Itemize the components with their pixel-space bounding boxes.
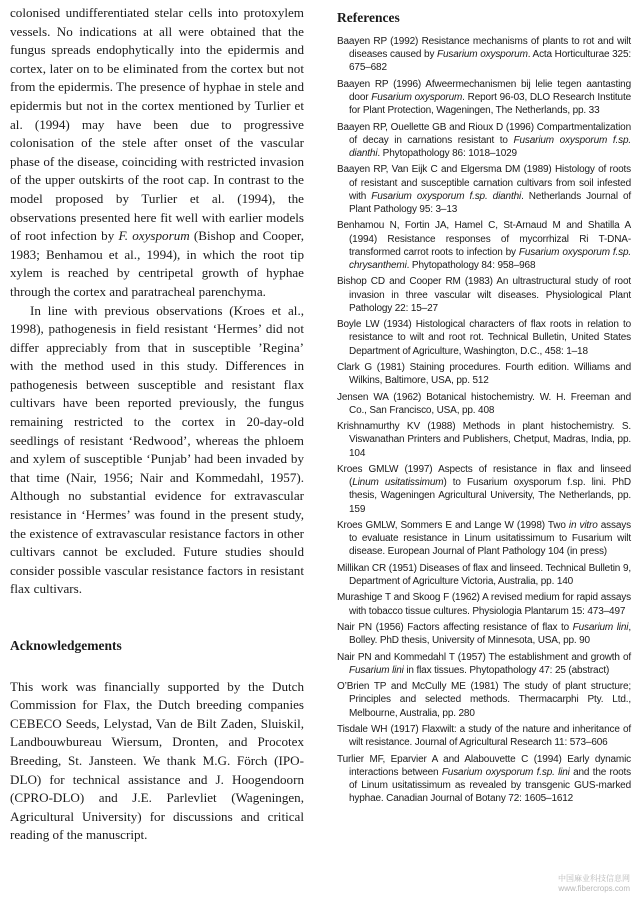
reference-italic-text: Fusarium oxysporum (371, 92, 463, 103)
reference-italic-text: Fusarium oxysporum f.sp. dianthi (371, 190, 522, 202)
reference-text: O’Brien TP and McCully ME (1981) The study of plant structure; Principles and selected methods. Thermacarphi Pty. Ltd., Melbourne, Australia, pp. 280 (337, 681, 631, 719)
reference-text: ) to Fusarium oxysporum f.sp. lini. PhD thesis, Wageningen Agricultural University, The Netherlands, pp. 159 (349, 477, 631, 515)
reference-item (337, 163, 631, 216)
reference-italic-text: Fusarium oxysporum f.sp. dianthi (349, 134, 632, 159)
body-paragraph-2: In line with previous observations (Kroes et al., 1998), pathogenesis in field resistant ‘Hermes’ did not differ appreciably from that in susceptible ’Regina’ with the method used in this study. Differences in pathogenesis between susceptible and resistant flax cultivars have been reported previously, the fungus remaining restricted to the cortex in 20-day-old seedlings of resistant ‘Redwood’, whereas the phloem and xylem of susceptible ‘Punjab’ had been invaded by that time (Nair, 1956; Nair and Kommedahl, 1957). Although no substantial evidence for extravascular resistance in ‘Hermes’ was found in the present study, the existence of extravascular resistance factors in other cultivars cannot be excluded. Future studies should consider possible vascular resistance factors in resistant flax cultivars. (10, 302, 304, 597)
reference-text: Nair PN (1956) Factors affecting resistance of flax to (337, 621, 573, 633)
reference-item (337, 680, 631, 720)
reference-item (337, 651, 631, 677)
reference-text: assays to evaluate resistance in Linum usitatissimum to Fusarium wilt disease. European Journal of Plant Pathology 104 (in press) (349, 519, 631, 558)
reference-text: Murashige T and Skoog F (1962) A revised medium for rapid assays with tobacco tissue cultures. Physiologia Plantarum 15: 473–497 (337, 592, 631, 617)
reference-text: Baayen RP, Van Eijk C and Elgersma DM (1989) Histology of roots of resistant and susceptible carnation cultivars from soil infested with (337, 164, 631, 202)
reference-text: Bishop CD and Cooper RM (1983) An ultrastructural study of root invasion in three vascular wilt diseases. Physiological Plant Pathology 22: 15–27 (337, 276, 631, 314)
reference-item (337, 519, 631, 559)
reference-text: . Acta Horticulturae 325: 675–682 (349, 49, 631, 74)
reference-text: Krishnamurthy KV (1988) Methods in plant histochemistry. S. Viswanathan Printers and Publishers, Chetput, Madras, India, pp. 104 (337, 421, 631, 459)
reference-item (337, 420, 631, 460)
reference-text: . Report 96-03, DLO Research Institute for Plant Protection, Wageningen, The Netherlands, pp. 33 (349, 92, 632, 117)
reference-text: Benhamou N, Fortin JA, Hamel C, St-Arnaud M and Shatilla A (1994) Resistance responses of mycorrhizal Ri T-DNA-transformed carrot roots to infection by (337, 220, 631, 258)
acknowledgements-heading: Acknowledgements (10, 638, 122, 653)
reference-italic-text: Fusarium lini (572, 621, 629, 633)
reference-item (337, 219, 631, 272)
reference-item (337, 35, 631, 75)
reference-text: Millikan CR (1951) Diseases of flax and linseed. Technical Bulletin 9, Department of Agriculture Victoria, Australia, pp. 140 (337, 562, 631, 587)
reference-italic-text: in vitro (568, 519, 598, 531)
reference-text: Kroes GMLW (1997) Aspects of resistance in flax and linseed ( (337, 463, 631, 489)
reference-text: . Phytopathology 84: 958–968 (406, 260, 536, 271)
acknowledgements-text: This work was financially supported by the Dutch Commission for Flax, the Dutch breeding companies CEBECO Seeds, Lelystad, Van de Bilt Zaden, Sluiskil, Landbouwbureau Wiersum, Dronten, and Procotex Breeding, St. Jansteen. We thank M.G. Förch (IPO-DLO) for technical assistance and J. Hoogendoorn (CPRO-DLO) and J.E. Parlevliet (Wageningen, Agricultural University) for discussions and critical reading of the manuscript. (10, 678, 304, 843)
references-heading: References (337, 10, 400, 25)
left-column (10, 4, 304, 845)
reference-item (337, 562, 631, 588)
reference-text: Kroes GMLW, Sommers E and Lange W (1998) Two (337, 519, 569, 531)
reference-text: in flax tissues. Phytopathology 47: 25 (abstract) (403, 664, 610, 676)
reference-text: Baayen RP (1992) Resistance mechanisms of plants to rot and wilt diseases caused by (337, 36, 631, 61)
body-paragraph-1 (10, 4, 304, 302)
reference-item (337, 121, 631, 161)
reference-text: Clark G (1981) Staining procedures. Fourth edition. Williams and Wilkins, Baltimore, USA, pp. 512 (337, 361, 631, 387)
paragraph-text: (Bishop and Cooper, 1983; Benhamou et al., 1994), in which the root tip xylem is reached by centripetal growth of hyphae through the cortex and paratracheal parenchyma. (10, 228, 304, 299)
reference-text: Baayen RP (1996) Afweermechanismen bij lelie tegen aantasting door (337, 78, 631, 103)
reference-italic-text: Fusarium lini (349, 664, 404, 676)
species-name: F. oxysporum (118, 228, 190, 244)
reference-text: Turlier MF, Eparvier A and Alabouvette C (1994) Early dynamic interactions between (337, 753, 631, 778)
reference-italic-text: Fusarium oxysporum (437, 49, 528, 61)
reference-item (337, 621, 631, 647)
reference-italic-text: Fusarium oxysporum f.sp. chrysanthemi (349, 246, 631, 271)
reference-text: Tisdale WH (1917) Flaxwilt: a study of the nature and inheritance of wilt resistance. Journal of Agricultural Research 11: 573–606 (337, 723, 631, 749)
reference-text: Nair PN and Kommedahl T (1957) The establishment and growth of (337, 651, 631, 663)
reference-text: Jensen WA (1962) Botanical histochemistry. W. H. Freeman and Co., San Francisco, USA, pp. 408 (337, 391, 631, 416)
reference-text: Baayen RP, Ouellette GB and Rioux D (1996) Compartmentalization of decay in carnations resistant to (337, 121, 631, 146)
watermark-line-1: 中国麻业科技信息网 (558, 874, 630, 883)
reference-text: . Phytopathology 86: 1018–1029 (377, 148, 517, 159)
reference-item (337, 591, 631, 617)
reference-italic-text: Fusarium oxysporum f.sp. lini (441, 766, 570, 778)
reference-item (337, 753, 631, 806)
reference-list (337, 35, 631, 805)
watermark (558, 874, 630, 894)
reference-text: , Bolley. PhD thesis, University of Minnesota, USA, pp. 90 (349, 621, 632, 647)
reference-item (337, 361, 631, 387)
reference-text: . Netherlands Journal of Plant Pathology 95: 3–13 (349, 190, 632, 215)
reference-text: Boyle LW (1934) Histological characters of flax roots in relation to resistance to wilt and root rot. Technical Bulletin, United States Department of Agriculture, Washington, D.C., 458: 1–18 (337, 319, 631, 357)
reference-item (337, 391, 631, 417)
reference-item (337, 463, 631, 516)
reference-item (337, 723, 631, 749)
references-column (337, 10, 631, 809)
reference-item (337, 318, 631, 358)
reference-item (337, 78, 631, 118)
watermark-line-2: www.fibercrops.com (558, 884, 630, 893)
paragraph-text: colonised undifferentiated stelar cells into protoxylem vessels. No indications at all were obtained that the fungus spreads endophytically into the epidermis and cortex, later on to be eliminated from the cortex but not from the epidermis. The presence of hyphae in stele and epidermis but not in the cortex mentioned by Turlier et al. (1994) may have been due to progressive colonisation of the stele after onset of the vascular phase of the disease, coinciding with restricted invasion of the upper outskirts of the root cap. In contrast to the model proposed by Turlier et al. (1994), the observations presented here fit well with earlier models of root infection by (10, 5, 304, 244)
reference-italic-text: Linum usitatissimum (352, 477, 444, 489)
reference-text: and the roots of Linum usitatissimum as revealed by transgenic GUS-marked hyphae. Canadian Journal of Botany 72: 1605–1612 (349, 766, 631, 805)
reference-item (337, 275, 631, 315)
